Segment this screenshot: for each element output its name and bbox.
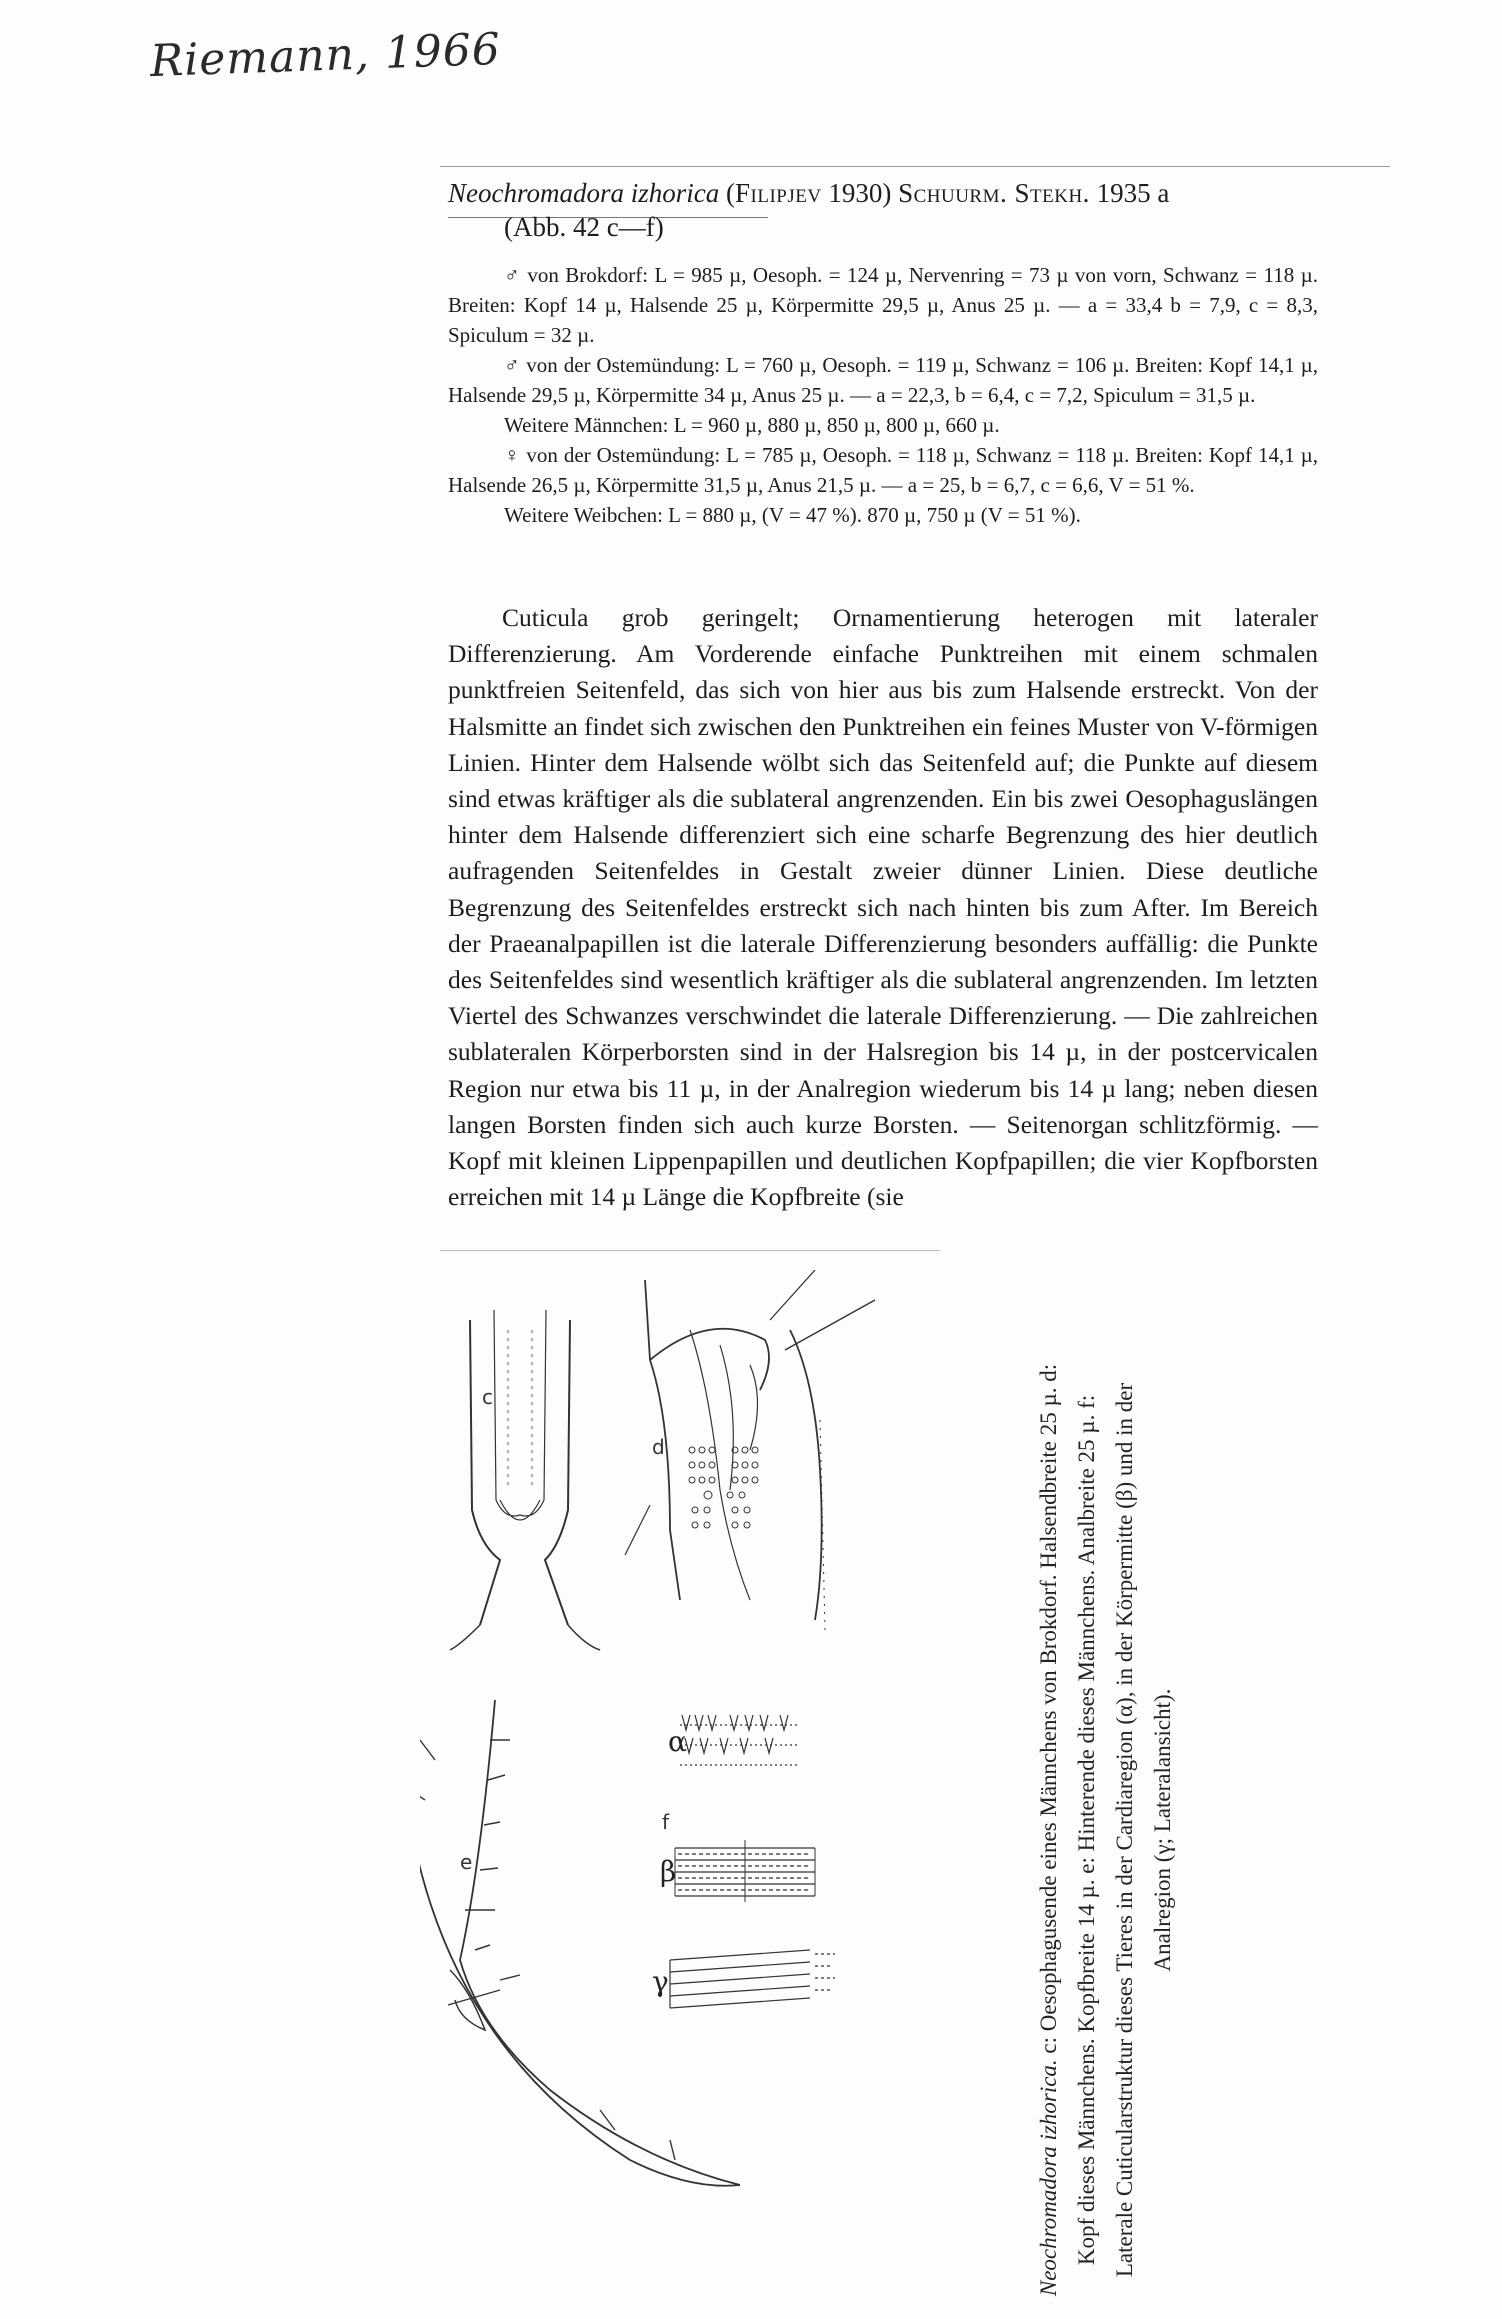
caption-species: Neochromadora izhorica. — [1036, 2059, 1061, 2297]
figure-caption — [1030, 1360, 1182, 2300]
measurements-block — [448, 260, 1318, 530]
figure-label-e: e — [460, 1850, 473, 1874]
f-gamma — [670, 1950, 835, 2008]
author-mid: 1930) — [821, 178, 899, 208]
measurement-paragraph: ♂ von der Ostemündung: L = 760 µ, Oesoph. = 119 µ, Schwanz = 106 µ. Breiten: Kopf 14,1 µ, Halsende 29,5 µ, Körpermitte 34 µ, Anus 25 µ. — a = 22,3, b = 6,4, c = 7,2, Spiculum = 31,5 µ. — [448, 353, 1318, 407]
description-text — [448, 600, 1318, 1215]
d-punctation — [689, 1447, 758, 1528]
f-beta — [675, 1840, 815, 1902]
drawing-e-tail — [420, 1700, 740, 2186]
description-paragraph: Cuticula grob geringelt; Ornamentierung heterogen mit lateraler Differenzierung. Am Vorderende einfache Punktreihen mit einem schmalen punktfreien Seitenfeld, das sich von hier aus bis zum Halsende erstreckt. Von der Halsmitte an findet sich zwischen den Punktreihen ein feines Muster von V-förmigen Linien. Hinter dem Halsende wölbt sich das Seitenfeld auf; die Punkte auf diesem sind etwas kräftiger als die sublateral angrenzenden. Ein bis zwei Oesophaguslängen hinter dem Halsende differenziert sich eine scharfe Begrenzung des hier deutlich aufragenden Seitenfeldes in Gestalt zweier dünner Linien. Diese deutliche Begrenzung des Seitenfeldes erstreckt sich nach hinten bis zum After. Im Bereich der Praeanalpapillen ist die laterale Differenzierung besonders auffällig: die Punkte des Seitenfeldes sind wesentlich kräftiger als die sublateral angrenzenden. Im letzten Viertel des Schwanzes verschwindet die laterale Differenzierung. — Die zahlreichen sublateralen Körperborsten sind in der Halsregion bis 14 µ, in der postcervicalen Region nur etwa bis 11 µ, in der Analregion wiederum bis 14 µ lang; neben diesen langen Borsten finden sich auch kurze Borsten. — Seitenorgan schlitzförmig. — Kopf mit kleinen Lippenpapillen und deutlichen Kopfpapillen; die vier Kopfborsten erreichen mit 14 µ Länge die Kopfbreite (sie — [448, 603, 1318, 1212]
figure-label-f: f — [662, 1810, 670, 1834]
f-alpha — [680, 1715, 800, 1765]
figure-label-beta: β — [660, 1855, 677, 1888]
handwritten-annotation: Riemann, 1966 — [149, 23, 502, 88]
measurement-paragraph: ♀ von der Ostemündung: L = 785 µ, Oesoph. = 118 µ, Schwanz = 118 µ. Breiten: Kopf 14,1 µ, Halsende 26,5 µ, Körpermitte 31,5 µ, Anus 21,5 µ. — a = 25, b = 6,7, c = 6,6, V = 51 %. — [448, 443, 1318, 497]
author-schuurm: Schuurm. Stekh. — [898, 178, 1090, 208]
drawing-c-oesophagus-end — [450, 1310, 600, 1650]
top-rule — [440, 166, 1390, 167]
figure-top-rule — [440, 1250, 940, 1251]
species-title — [448, 176, 1318, 210]
author-open: ( — [719, 178, 735, 208]
drawing-f-cuticle-structure — [670, 1715, 835, 2008]
author-filipjev: Filipjev — [735, 178, 822, 208]
caption-text: c: Oesophagusende eines Männchens von Brokdorf. Halsendbreite 25 µ. d: Kopf dieses Männchens. Kopfbreite 14 µ. e: Hinterende dieses Männchens. Analbreite 25 µ. f: Laterale Cuticularstruktur dieses Tieres in der Cardiaregion (α), in der Körpermitte (β) und in der Analregion (γ; Lateralansicht). — [1036, 1363, 1175, 2278]
figure-label-alpha: α — [668, 1725, 687, 1758]
species-name: Neochromadora izhorica — [448, 178, 720, 208]
measurement-paragraph: Weitere Männchen: L = 960 µ, 880 µ, 850 µ, 800 µ, 660 µ. — [504, 413, 1000, 437]
species-header — [448, 176, 1318, 244]
figure-label-d: d — [652, 1435, 665, 1459]
figure-label-gamma: γ — [652, 1965, 669, 1998]
figure-reference: (Abb. 42 c—f) — [504, 212, 664, 242]
measurement-paragraph: ♂ von Brokdorf: L = 985 µ, Oesoph. = 124 µ, Nervenring = 73 µ von vorn, Schwanz = 118 µ. Breiten: Kopf 14 µ, Halsende 25 µ, Körpermitte 29,5 µ, Anus 25 µ. — a = 33,4 b = 7,9, c = 8,3, Spiculum = 32 µ. — [448, 263, 1318, 347]
figure-label-c: c — [482, 1385, 493, 1409]
author-year: 1935 a — [1089, 178, 1170, 208]
measurement-paragraph: Weitere Weibchen: L = 880 µ, (V = 47 %). 870 µ, 750 µ (V = 51 %). — [504, 503, 1081, 527]
